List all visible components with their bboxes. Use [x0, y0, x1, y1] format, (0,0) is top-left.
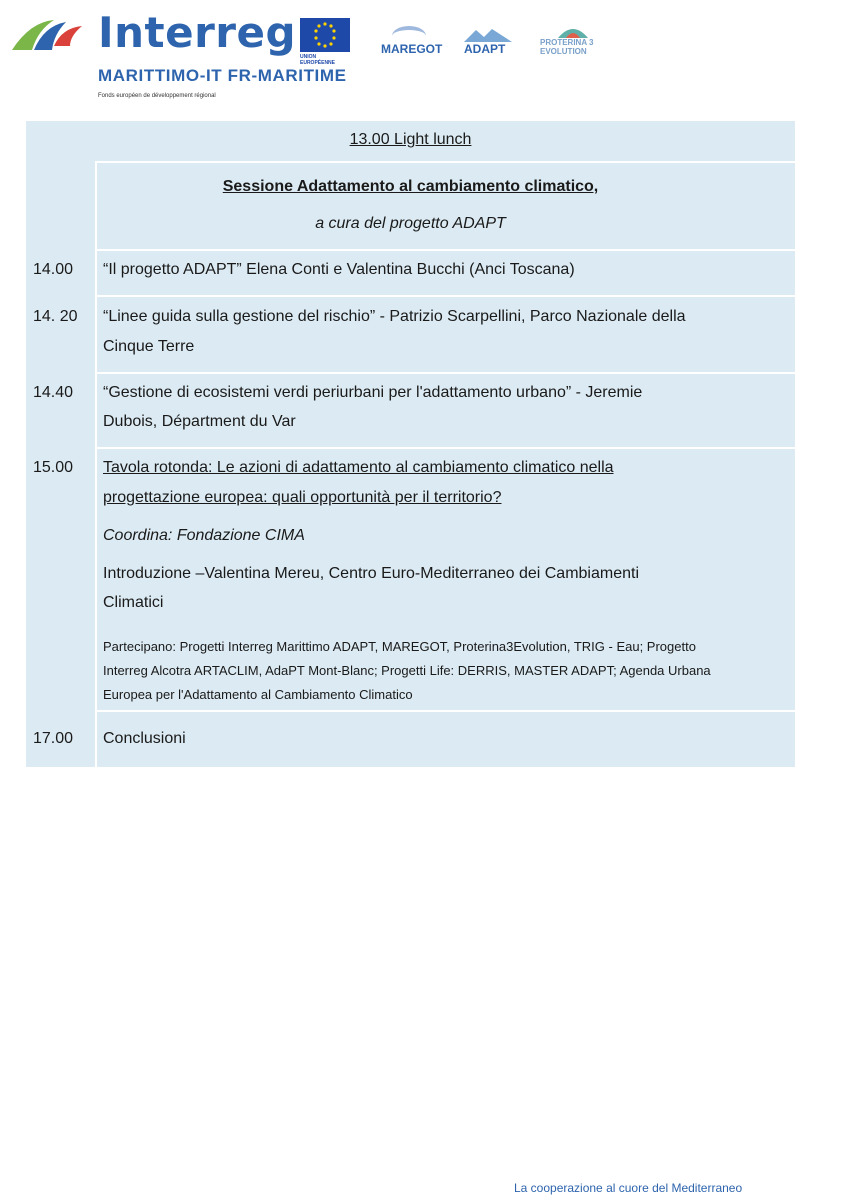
eu-label: UNION EUROPÉENNE	[300, 54, 336, 66]
item-title: “Il progetto ADAPT” Elena Conti e Valentina Bucchi (Anci Toscana)	[103, 261, 575, 278]
program-name: MARITTIMO-IT FR-MARITIME	[98, 66, 347, 85]
row-divider	[97, 372, 795, 374]
closing-time: 17.00	[33, 730, 74, 747]
roundtable-time: 15.00	[33, 459, 74, 476]
roundtable-participants: Partecipano: Progetti Interreg Marittimo ADAPT, MAREGOT, Proterina3Evolution, TRIG - Eau; Progetto	[103, 639, 696, 654]
roundtable-intro: Introduzione –Valentina Mereu, Centro Euro-Mediterraneo dei Cambiamenti	[103, 565, 639, 582]
row-divider	[97, 710, 795, 712]
session-title: Sessione Adattamento al cambiamento climatico,	[222, 178, 599, 195]
item-title-cont: Cinque Terre	[103, 338, 195, 355]
roundtable-title: Tavola rotonda: Le azioni di adattamento al cambiamento climatico nella	[103, 459, 614, 476]
roundtable-participants-cont: Interreg Alcotra ARTACLIM, AdaPT Mont-Blanc; Progetti Life: DERRIS, MASTER ADAPT; Agenda Urbana	[103, 663, 711, 678]
footer-tagline: La cooperazione al cuore del Mediterraneo	[514, 1181, 743, 1195]
item-time: 14.40	[33, 384, 74, 401]
item-time: 14. 20	[33, 308, 78, 325]
session-subtitle: a cura del progetto ADAPT	[315, 215, 506, 232]
interreg-brand: Interreg	[98, 8, 297, 57]
maregot-logo: MAREGOT	[381, 42, 443, 56]
row-divider	[97, 161, 795, 163]
roundtable-coordinator: Coordina: Fondazione CIMA	[103, 527, 305, 544]
eu-flag-icon	[300, 18, 350, 52]
item-title: “Linee guida sulla gestione del rischio” - Patrizio Scarpellini, Parco Nazionale della	[103, 308, 686, 325]
roundtable-intro-cont: Climatici	[103, 594, 164, 611]
proterina-logo: PROTERINA 3 EVOLUTION	[540, 38, 594, 56]
item-title: “Gestione di ecosistemi verdi periurbani per l'adattamento urbano” - Jeremie	[103, 384, 643, 401]
proterina-umbrella-icon	[558, 26, 588, 38]
row-divider	[97, 249, 795, 251]
column-divider	[95, 161, 97, 767]
fund-label: Fonds européen de développement régional	[98, 93, 216, 99]
row-divider	[97, 447, 795, 449]
adapt-logo: ADAPT	[464, 42, 506, 56]
roundtable-title-cont: progettazione europea: quali opportunità per il territorio?	[103, 489, 502, 506]
agenda-table	[26, 121, 795, 767]
item-title-cont: Dubois, Départment du Var	[103, 413, 296, 430]
closing-label: Conclusioni	[103, 730, 186, 747]
item-time: 14.00	[33, 261, 74, 278]
row-divider	[97, 295, 795, 297]
adapt-mountain-icon	[464, 28, 512, 42]
interreg-bird-logo	[10, 16, 84, 56]
lunch-row: 13.00 Light lunch	[349, 131, 472, 148]
roundtable-participants-cont: Europea per l'Adattamento al Cambiamento Climatico	[103, 687, 413, 702]
